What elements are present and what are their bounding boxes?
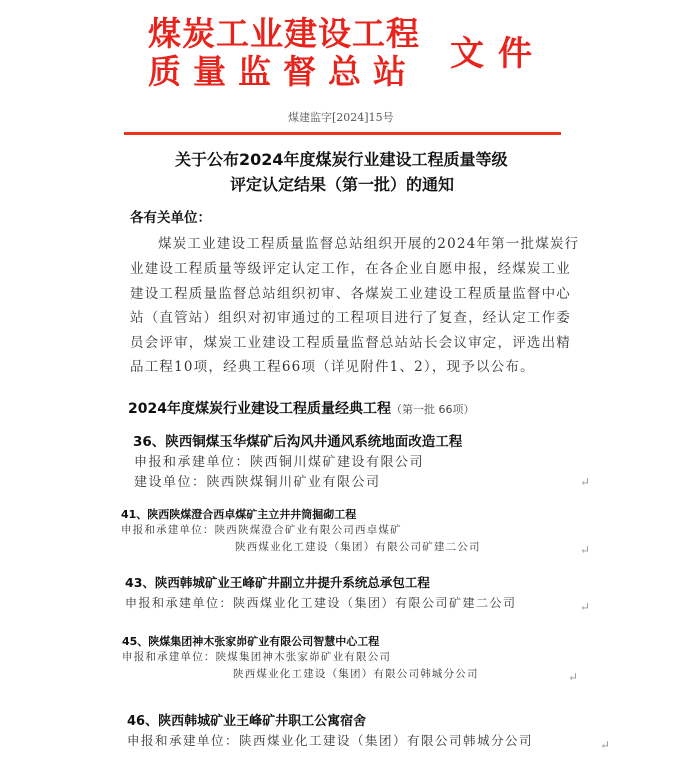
item-heading: 45、陕煤集团神木张家峁矿业有限公司智慧中心工程 (122, 635, 380, 648)
paragraph-line: 业建设工程质量等级评定认定工作，在各企业自愿申报，经煤炭工业 (130, 261, 571, 277)
paragraph-mark: ↵ (580, 543, 591, 557)
item-line: 申报和承建单位：陕西煤业化工建设（集团）有限公司矿建二公司 (125, 596, 517, 610)
doc-number: 煤建监字[2024]15号 (288, 111, 394, 124)
paragraph-line: 煤炭工业建设工程质量监督总站组织开展的2024年第一批煤炭行 (158, 236, 580, 252)
paragraph-line: 建设工程质量监督总站组织初审、各煤炭工业建设工程质量监督中心 (130, 286, 571, 302)
title-line2: 评定认定结果（第一批）的通知 (230, 175, 455, 194)
org-name-line1: 煤炭工业建设工程 (148, 14, 420, 53)
section-title (128, 398, 474, 418)
org-name-line2: 质量监督总站 (148, 52, 418, 91)
paragraph-mark: ↵ (600, 738, 611, 752)
salutation: 各有关单位： (130, 210, 211, 226)
item-heading: 46、陕西韩城矿业王峰矿井职工公寓宿舍 (127, 714, 367, 729)
item-line: 申报和承建单位：陕西陕煤澄合矿业有限公司西卓煤矿 (121, 524, 402, 536)
paragraph-line: 站（直管站）组织对初审通过的工程项目进行了复查，经认定工作委 (130, 310, 571, 326)
item-line: 建设单位：陕西陕煤铜川矿业有限公司 (134, 475, 381, 490)
item-line: 陕西煤业化工建设（集团）有限公司矿建二公司 (235, 541, 481, 553)
doc-type: 文件 (450, 34, 546, 74)
item-heading: 41、陕西陕煤澄合西卓煤矿主立井井筒掘砌工程 (121, 508, 357, 521)
item-line: 申报和承建单位：陕西煤业化工建设（集团）有限公司韩城分公司 (127, 733, 534, 748)
item-line: 申报和承建单位：陕西铜川煤矿建设有限公司 (134, 455, 425, 470)
red-divider (124, 132, 561, 135)
item-line: 申报和承建单位：陕煤集团神木张家峁矿业有限公司 (122, 651, 392, 663)
paragraph-mark: ↵ (580, 475, 591, 489)
paragraph-mark: ↵ (568, 670, 579, 684)
item-heading: 43、陕西韩城矿业王峰矿井副立井提升系统总承包工程 (125, 575, 430, 590)
paragraph-line: 品工程10项，经典工程66项（详见附件1、2），现予以公布。 (130, 359, 535, 375)
paragraph-line: 员会评审，煤炭工业建设工程质量监督总站站长会议审定，评选出精 (130, 335, 571, 351)
paragraph-mark: ↵ (580, 600, 591, 614)
section-title-text: 2024年度煤炭行业建设工程质量经典工程 (128, 401, 391, 417)
item-line: 陕西煤业化工建设（集团）有限公司韩城分公司 (233, 668, 479, 680)
title-line1: 关于公布2024年度煤炭行业建设工程质量等级 (175, 150, 508, 169)
section-note: （第一批 66项） (390, 403, 475, 416)
item-heading: 36、陕西铜煤玉华煤矿后沟风井通风系统地面改造工程 (133, 434, 463, 450)
